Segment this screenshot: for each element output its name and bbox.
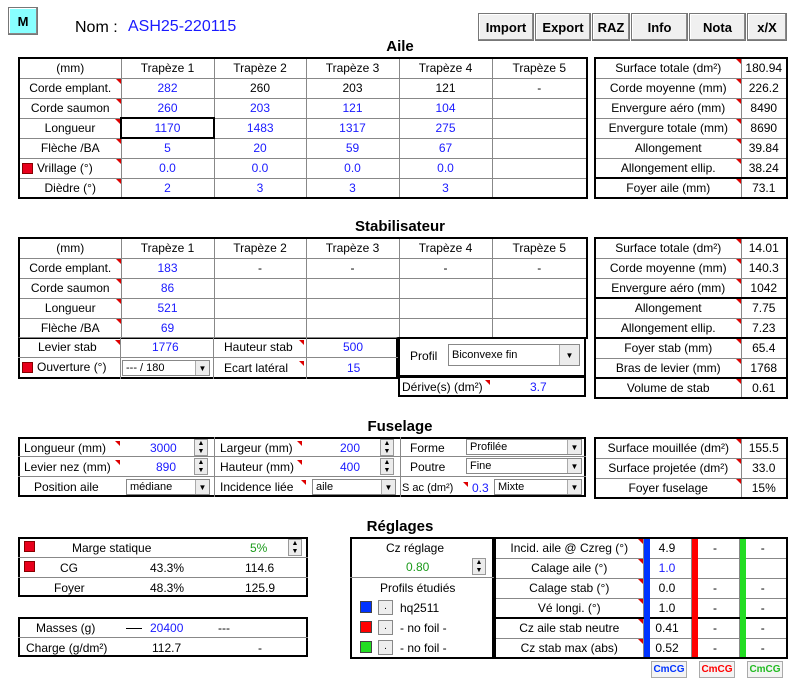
stat-row — [595, 358, 787, 378]
stat-label: Volume de stab — [595, 378, 741, 398]
hauteur-label: Hauteur (mm) — [220, 460, 302, 474]
cell[interactable]: 260 — [121, 98, 214, 118]
cell[interactable] — [492, 278, 587, 298]
foyer-label: Foyer — [54, 581, 85, 595]
cell[interactable] — [214, 298, 306, 318]
stab-title: Stabilisateur — [354, 218, 446, 235]
profil-select-button[interactable] — [378, 620, 393, 635]
stat-label: Surface mouillée (dm²) — [595, 438, 741, 458]
aile-table — [18, 57, 588, 199]
row-label: Corde emplant. — [19, 78, 121, 98]
chevron-down-icon[interactable]: ▼ — [567, 440, 581, 454]
chevron-up-icon[interactable]: ▲ — [383, 440, 391, 448]
cell[interactable]: 0.0 — [121, 158, 214, 178]
chevron-down-icon[interactable]: ▼ — [475, 566, 483, 574]
masses-label: Masses (g) — [36, 621, 96, 635]
reglages-title: Réglages — [366, 518, 434, 535]
stat-label: Foyer stab (mm) — [595, 338, 741, 358]
stat-value: 226.2 — [741, 78, 787, 98]
sac-select[interactable] — [494, 479, 582, 495]
table-row — [19, 258, 587, 278]
levier-nez-stepper[interactable] — [194, 458, 208, 475]
cell[interactable] — [306, 318, 399, 338]
position-aile-value: médiane — [130, 481, 173, 493]
longueur-label: Longueur (mm) — [24, 441, 120, 455]
stat-value: 33.0 — [741, 458, 787, 478]
row-label[interactable] — [19, 158, 121, 178]
stat-row — [595, 138, 787, 158]
longueur-stepper[interactable] — [194, 439, 208, 456]
stat-row — [595, 58, 787, 78]
hauteur-stepper[interactable] — [380, 458, 394, 475]
stat-label: Bras de levier (mm) — [595, 358, 741, 378]
table-row — [19, 138, 587, 158]
stab-header-row — [19, 238, 587, 258]
stat-value: 39.84 — [741, 138, 787, 158]
row-label: Corde saumon — [19, 278, 121, 298]
masses-dash-line — [126, 628, 142, 629]
forme-value: Profilée — [470, 441, 508, 453]
cell[interactable]: - — [492, 258, 587, 278]
stat-row — [595, 158, 787, 178]
chevron-up-icon[interactable]: ▲ — [197, 459, 205, 467]
chevron-down-icon[interactable]: ▼ — [291, 547, 299, 555]
profil-select[interactable] — [448, 344, 580, 366]
stat-row — [595, 238, 787, 258]
cell: - — [691, 578, 739, 598]
profil-name: hq2511 — [400, 601, 440, 615]
cell: - — [739, 538, 787, 558]
cell[interactable]: 3 — [214, 178, 306, 198]
cell: 0.41 — [643, 618, 691, 638]
profil-value: Biconvexe fin — [452, 349, 518, 361]
poutre-value: Fine — [470, 460, 492, 472]
aile-header-row — [19, 58, 587, 78]
vertical-divider — [213, 337, 214, 379]
stat-label: Foyer aile (mm) — [595, 178, 741, 198]
aile-stats — [594, 57, 788, 199]
stat-value: 14.01 — [741, 238, 787, 258]
stat-row — [595, 178, 787, 198]
chevron-down-icon[interactable]: ▼ — [195, 480, 209, 494]
masses-value[interactable]: 20400 — [150, 621, 184, 635]
stat-value: 140.3 — [741, 258, 787, 278]
stab-head-1: Trapèze 1 — [121, 238, 214, 258]
cell: - — [691, 638, 739, 658]
cell[interactable] — [492, 138, 587, 158]
stat-row — [595, 78, 787, 98]
hauteur-stab-label: Hauteur stab — [224, 340, 304, 354]
cell: 0.0 — [643, 578, 691, 598]
stat-label: Surface projetée (dm²) — [595, 458, 741, 478]
cz-stepper[interactable] — [472, 558, 486, 575]
stat-value: 8490 — [741, 98, 787, 118]
vertical-divider — [214, 437, 215, 497]
cell[interactable]: 275 — [399, 118, 492, 138]
sac-label: S ac (dm²) — [402, 482, 468, 494]
cell[interactable]: 3 — [306, 178, 399, 198]
profil-color-blue[interactable] — [360, 601, 372, 613]
cmcg-green-button[interactable]: CmCG — [747, 661, 783, 678]
foyer-pct: 48.3% — [150, 581, 185, 595]
charge-dash: - — [258, 641, 262, 655]
masses-dash: --- — [218, 621, 230, 635]
stab-head-5: Trapèze 5 — [492, 238, 587, 258]
aile-head-5: Trapèze 5 — [492, 58, 587, 78]
cell: 260 — [214, 78, 306, 98]
table-row — [19, 158, 587, 178]
cell[interactable]: 282 — [121, 78, 214, 98]
cell: - — [739, 578, 787, 598]
stat-row — [595, 118, 787, 138]
cg-mm: 114.6 — [245, 561, 275, 575]
cell: 121 — [399, 78, 492, 98]
cell[interactable]: 86 — [121, 278, 214, 298]
cell[interactable]: 521 — [121, 298, 214, 318]
levier-nez-value[interactable]: 890 — [156, 460, 177, 474]
chevron-up-icon[interactable]: ▲ — [475, 559, 483, 567]
cell: - — [739, 598, 787, 618]
chevron-down-icon[interactable]: ▼ — [567, 459, 581, 473]
aile-head-3: Trapèze 3 — [306, 58, 399, 78]
horizontal-divider — [18, 557, 308, 558]
aile-head-2: Trapèze 2 — [214, 58, 306, 78]
stat-label: Corde moyenne (mm) — [595, 78, 741, 98]
cell[interactable]: 0.0 — [214, 158, 306, 178]
stab-stats — [594, 237, 788, 399]
cell[interactable] — [399, 298, 492, 318]
cell[interactable]: 2 — [121, 178, 214, 198]
stat-label: Corde moyenne (mm) — [595, 258, 741, 278]
stat-row — [595, 438, 787, 458]
table-row — [19, 278, 587, 298]
stat-row — [595, 258, 787, 278]
stat-value: 1768 — [741, 358, 787, 378]
blue-series-bar — [644, 539, 650, 657]
row-label: Longueur — [19, 118, 121, 138]
stat-value: 38.24 — [741, 158, 787, 178]
aile-head-1: Trapèze 1 — [121, 58, 214, 78]
incidence-select[interactable] — [312, 479, 396, 495]
charge-label: Charge (g/dm²) — [26, 641, 108, 655]
stat-label: Envergure aéro (mm) — [595, 98, 741, 118]
row-label: Vé longi. (°) — [495, 598, 643, 618]
position-aile-label: Position aile — [34, 480, 99, 494]
largeur-stepper[interactable] — [380, 439, 394, 456]
cmcg-red-button[interactable]: CmCG — [699, 661, 735, 678]
cg-pct: 43.3% — [150, 561, 185, 575]
row-label: Dièdre (°) — [19, 178, 121, 198]
stat-row — [595, 478, 787, 498]
levier-stab-value[interactable]: 1776 — [152, 340, 179, 354]
levier-nez-label: Levier nez (mm) — [24, 460, 120, 474]
marge-value[interactable]: 5% — [250, 541, 268, 555]
cell[interactable]: 3 — [399, 178, 492, 198]
horizontal-divider — [18, 357, 398, 358]
stab-head-3: Trapèze 3 — [306, 238, 399, 258]
profil-name: - no foil - — [400, 641, 447, 655]
info-button[interactable]: Info — [631, 13, 688, 41]
green-series-bar — [740, 539, 746, 657]
profil-select-button[interactable] — [378, 640, 393, 655]
row-label: Corde emplant. — [19, 258, 121, 278]
raz-button[interactable]: RAZ — [592, 13, 630, 41]
stat-value: 180.94 — [741, 58, 787, 78]
stat-value: 65.4 — [741, 338, 787, 358]
chevron-down-icon[interactable]: ▼ — [559, 345, 579, 365]
chevron-down-icon[interactable]: ▼ — [383, 447, 391, 455]
cg-label: CG — [60, 561, 78, 575]
ecart-value[interactable]: 15 — [347, 361, 361, 375]
table-row — [19, 178, 587, 198]
cell[interactable]: 1483 — [214, 118, 306, 138]
cell[interactable]: - — [306, 258, 399, 278]
cell[interactable]: - — [214, 258, 306, 278]
stat-value: 73.1 — [741, 178, 787, 198]
stat-label: Surface totale (dm²) — [595, 238, 741, 258]
chevron-down-icon[interactable]: ▼ — [195, 361, 209, 375]
cell[interactable]: 69 — [121, 318, 214, 338]
ouverture-select[interactable] — [122, 360, 210, 376]
derive-label: Dérive(s) (dm²) — [402, 380, 490, 394]
row-label: Longueur — [19, 298, 121, 318]
chevron-up-icon[interactable]: ▲ — [383, 459, 391, 467]
forme-label: Forme — [410, 441, 445, 455]
aile-head-0: (mm) — [19, 58, 121, 78]
poutre-select[interactable] — [466, 458, 582, 474]
stat-row — [595, 338, 787, 358]
nom-value[interactable]: ASH25-220115 — [128, 18, 237, 35]
stat-value: 15% — [741, 478, 787, 498]
sac-select-value: Mixte — [498, 481, 525, 493]
cmcg-blue-button[interactable]: CmCG — [651, 661, 687, 678]
chevron-up-icon[interactable]: ▲ — [197, 440, 205, 448]
aile-head-4: Trapèze 4 — [399, 58, 492, 78]
stab-head-4: Trapèze 4 — [399, 238, 492, 258]
cell: 4.9 — [643, 538, 691, 558]
stat-value: 7.23 — [741, 318, 787, 338]
red-series-bar — [692, 539, 698, 657]
stat-label: Allongement ellip. — [595, 318, 741, 338]
cell[interactable] — [214, 278, 306, 298]
cell[interactable]: 67 — [399, 138, 492, 158]
cell[interactable] — [492, 158, 587, 178]
stat-label: Allongement — [595, 298, 741, 318]
export-button[interactable]: Export — [535, 13, 591, 41]
stat-label: Foyer fuselage — [595, 478, 741, 498]
sac-value[interactable]: 0.3 — [472, 481, 489, 495]
stat-row — [595, 378, 787, 398]
horizontal-divider — [18, 476, 586, 477]
cell[interactable]: 59 — [306, 138, 399, 158]
horizontal-divider — [18, 637, 308, 638]
m-button[interactable]: M — [8, 7, 38, 35]
table-row — [19, 118, 587, 138]
cell[interactable] — [214, 318, 306, 338]
cell[interactable] — [492, 178, 587, 198]
cell[interactable] — [492, 318, 587, 338]
cell: - — [739, 618, 787, 638]
profil-label: Profil — [410, 349, 438, 363]
chevron-down-icon[interactable]: ▼ — [567, 480, 581, 494]
hauteur-value[interactable]: 400 — [340, 460, 361, 474]
horizontal-divider — [350, 577, 494, 578]
stab-table — [18, 237, 588, 339]
charge-value: 112.7 — [152, 641, 182, 655]
foyer-mm: 125.9 — [245, 581, 276, 595]
cell: 0.52 — [643, 638, 691, 658]
incidence-label: Incidence liée — [220, 480, 306, 494]
incidence-value: aile — [316, 481, 334, 493]
chevron-up-icon[interactable]: ▲ — [291, 540, 299, 548]
cell[interactable]: 0.0 — [306, 158, 399, 178]
red-toggle-icon[interactable] — [24, 561, 35, 572]
profil-color-red[interactable] — [360, 621, 372, 633]
red-toggle-icon[interactable] — [24, 541, 35, 552]
red-toggle-icon[interactable] — [22, 362, 33, 373]
profil-name: - no foil - — [400, 621, 447, 635]
row-label: Cz aile stab neutre — [495, 618, 643, 638]
stab-head-0: (mm) — [19, 238, 121, 258]
marge-stepper[interactable] — [288, 539, 302, 556]
horizontal-divider — [18, 577, 308, 578]
row-label: Cz stab max (abs) — [495, 638, 643, 658]
hauteur-stab-value[interactable]: 500 — [343, 340, 364, 354]
cell[interactable]: 203 — [214, 98, 306, 118]
cell[interactable]: - — [399, 258, 492, 278]
cell[interactable] — [306, 298, 399, 318]
ouverture-value: --- / 180 — [126, 362, 165, 374]
largeur-value[interactable]: 200 — [340, 441, 361, 455]
row-label: Calage aile (°) — [495, 558, 643, 578]
cell[interactable] — [399, 278, 492, 298]
row-label: Calage stab (°) — [495, 578, 643, 598]
profil-select-button[interactable] — [378, 600, 393, 615]
cell[interactable]: 0.0 — [399, 158, 492, 178]
longueur-value[interactable]: 3000 — [150, 441, 177, 455]
vertical-divider — [400, 437, 401, 497]
cell: - — [691, 598, 739, 618]
cell[interactable]: 183 — [121, 258, 214, 278]
cell[interactable] — [492, 98, 587, 118]
cell: - — [492, 78, 587, 98]
stat-value: 1042 — [741, 278, 787, 298]
nota-button[interactable]: Nota — [689, 13, 746, 41]
stat-value: 155.5 — [741, 438, 787, 458]
vertical-divider — [306, 337, 307, 379]
cell[interactable]: 5 — [121, 138, 214, 158]
vertical-divider — [120, 337, 121, 379]
ecart-label: Ecart latéral — [224, 361, 304, 375]
cell[interactable] — [399, 318, 492, 338]
cz-value[interactable]: 0.80 — [406, 560, 430, 574]
row-label: Corde saumon — [19, 98, 121, 118]
profils-label: Profils étudiés — [380, 581, 456, 595]
table-row — [19, 78, 587, 98]
cell[interactable]: 104 — [399, 98, 492, 118]
cell[interactable]: 1.0 — [643, 558, 691, 578]
vrillage-label: Vrillage (°) — [37, 161, 93, 175]
chevron-down-icon[interactable]: ▼ — [197, 466, 205, 474]
cell: - — [691, 538, 739, 558]
chevron-down-icon[interactable]: ▼ — [381, 480, 395, 494]
dot-icon: . — [384, 621, 387, 632]
cell-selected[interactable]: 1170 — [121, 118, 214, 138]
cell — [739, 558, 787, 578]
cell: - — [739, 638, 787, 658]
stat-row — [595, 458, 787, 478]
ouverture-row[interactable] — [22, 360, 106, 374]
table-row — [19, 98, 587, 118]
cell: 1.0 — [643, 598, 691, 618]
cell: - — [691, 618, 739, 638]
dot-icon: . — [384, 641, 387, 652]
row-label: Flèche /BA — [19, 138, 121, 158]
stat-row — [595, 298, 787, 318]
cell[interactable]: 1317 — [306, 118, 399, 138]
red-toggle-icon[interactable] — [22, 163, 33, 174]
dot-icon: . — [384, 601, 387, 612]
stat-label: Allongement — [595, 138, 741, 158]
cell[interactable]: 20 — [214, 138, 306, 158]
import-button[interactable]: Import — [478, 13, 534, 41]
cz-label: Cz réglage — [386, 541, 445, 555]
stat-label: Surface totale (dm²) — [595, 58, 741, 78]
position-aile-select[interactable] — [126, 479, 210, 495]
chevron-down-icon[interactable]: ▼ — [197, 447, 205, 455]
table-row — [19, 318, 587, 338]
stat-row — [595, 98, 787, 118]
stab-head-2: Trapèze 2 — [214, 238, 306, 258]
stat-value: 7.75 — [741, 298, 787, 318]
cell — [691, 558, 739, 578]
levier-stab-label: Levier stab — [38, 340, 120, 354]
aile-title: Aile — [386, 38, 414, 55]
stat-row — [595, 278, 787, 298]
forme-select[interactable] — [466, 439, 582, 455]
horizontal-divider — [18, 456, 586, 457]
cell[interactable] — [492, 118, 587, 138]
stat-label: Envergure aéro (mm) — [595, 278, 741, 298]
chevron-down-icon[interactable]: ▼ — [383, 466, 391, 474]
marge-label: Marge statique — [72, 541, 152, 555]
stat-label: Allongement ellip. — [595, 158, 741, 178]
cell[interactable] — [306, 278, 399, 298]
ouverture-label: Ouverture (°) — [37, 360, 107, 374]
profil-color-green[interactable] — [360, 641, 372, 653]
stat-value: 0.61 — [741, 378, 787, 398]
xx-button[interactable]: x/X — [747, 13, 787, 41]
derive-value[interactable]: 3.7 — [530, 380, 547, 394]
stat-label: Envergure totale (mm) — [595, 118, 741, 138]
row-label: Incid. aile @ Czreg (°) — [495, 538, 643, 558]
poutre-label: Poutre — [410, 460, 446, 474]
nom-label: Nom : — [75, 19, 118, 36]
stat-row — [595, 318, 787, 338]
table-row — [19, 298, 587, 318]
fuselage-title: Fuselage — [367, 418, 433, 435]
fuselage-stats — [594, 437, 788, 499]
cell[interactable]: 121 — [306, 98, 399, 118]
largeur-label: Largeur (mm) — [220, 441, 302, 455]
stat-value: 8690 — [741, 118, 787, 138]
row-label: Flèche /BA — [19, 318, 121, 338]
cell: 203 — [306, 78, 399, 98]
cell[interactable] — [492, 298, 587, 318]
